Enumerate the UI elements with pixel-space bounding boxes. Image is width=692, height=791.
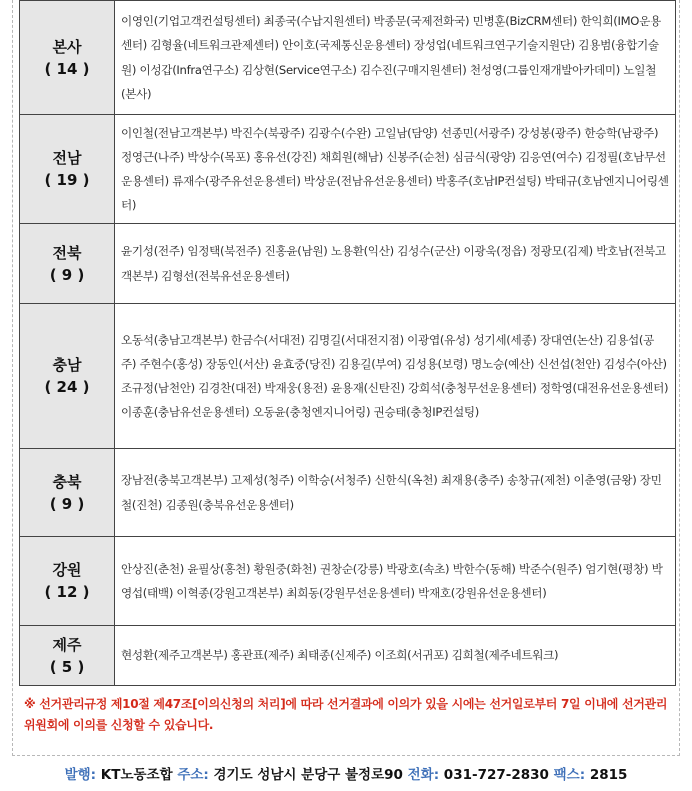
- candidate-roster-table: [19, 0, 676, 686]
- region-cell: [20, 1, 115, 115]
- member-list: 현성환(제주고객본부) 홍관표(제주) 최태종(신제주) 이조희(서귀포) 김희철(제주네트워크): [115, 626, 676, 686]
- objection-notice: ※ 선거관리규정 제10절 제47조[이의신청의 처리]에 따라 선거결과에 이의가 있을 시에는 선거일로부터 7일 이내에 선거관리위원회에 이의를 신청할 수 있습니다.: [24, 697, 668, 732]
- region-name: 충남: [52, 356, 82, 374]
- region-name: 제주: [52, 635, 82, 654]
- region-cell: [20, 537, 115, 626]
- address-label: 주소:: [177, 767, 209, 783]
- region-cell: [20, 449, 115, 537]
- phone-label: 전화:: [407, 767, 440, 783]
- region-count: ( 14 ): [44, 59, 90, 78]
- table-row: [20, 537, 676, 626]
- fax-label: 팩스:: [553, 767, 586, 783]
- publisher-value: KT노동조합: [100, 767, 173, 783]
- region-count: ( 5 ): [49, 657, 85, 676]
- table-row: [20, 115, 676, 224]
- phone-value: 031-727-2830: [443, 767, 549, 783]
- table-row: [20, 449, 676, 537]
- region-count: ( 19 ): [44, 171, 90, 189]
- region-name: 전남: [52, 149, 82, 167]
- table-row: [20, 626, 676, 686]
- member-list: 장남전(충북고객본부) 고제성(청주) 이학승(서청주) 신한식(옥천) 최재용(충주) 송창규(제천) 이춘영(금왕) 장민철(진천) 김종원(충북유선운용센터): [115, 449, 676, 537]
- region-name: 본사: [52, 37, 82, 56]
- region-count: ( 9 ): [49, 494, 85, 513]
- table-row: [20, 224, 676, 304]
- region-cell: [20, 224, 115, 304]
- region-cell: [20, 115, 115, 224]
- fax-value: 2815: [589, 767, 628, 783]
- member-list: 이영인(기업고객컨설팅센터) 최종국(수납지원센터) 박종문(국제전화국) 민병훈(BizCRM센터) 한익희(IMO운용센터) 김형율(네트워크관제센터) 안이호(국제통신운용센터) 장성업(네트워크연구기술지원단) 김용범(융합기술원) 이성갑(Infra연구소) 김상현(Service연구소) 김수진(구매지원센터) 천성영(그룹인재개발아카데미) 노일철(본사): [115, 1, 676, 115]
- address-value: 경기도 성남시 분당구 불정로90: [213, 767, 403, 783]
- publisher-footer: [0, 763, 692, 783]
- member-list: 오동석(충남고객본부) 한금수(서대전) 김명길(서대전지점) 이광엽(유성) 성기세(세종) 장대연(논산) 김용섭(공주) 주현수(홍성) 장동인(서산) 윤효중(당진) 김용길(부여) 김성용(보령) 명노승(예산) 신선섭(천안) 김성수(아산) 조규정(남천안) 김경찬(대전) 박재웅(용전) 윤용재(신탄진) 강희석(충청무선운용센터) 정학영(대전유선운용센터) 이종훈(충남유선운용센터) 오동윤(충청엔지니어링) 권승태(충청IP컨설팅): [115, 304, 676, 449]
- member-list: 윤기성(전주) 임정택(북전주) 진홍윤(남원) 노용환(익산) 김성수(군산) 이광욱(정읍) 정광모(김제) 박호남(전북고객본부) 김형선(전북유선운용센터): [115, 224, 676, 304]
- member-list: 안상진(춘천) 윤필상(홍천) 황원중(화천) 권창순(강릉) 박광호(속초) 박한수(동해) 박준수(원주) 엄기현(평창) 박영섭(태백) 이혁종(강원고객본부) 최희동(강원무선운용센터) 박재호(강원유선운용센터): [115, 537, 676, 626]
- region-count: ( 12 ): [44, 583, 90, 601]
- publisher-label: 발행:: [64, 767, 97, 783]
- table-row: [20, 304, 676, 449]
- region-count: ( 9 ): [49, 265, 85, 284]
- table-row: [20, 1, 676, 115]
- region-name: 강원: [52, 561, 82, 579]
- region-name: 충북: [52, 472, 82, 491]
- region-cell: [20, 626, 115, 686]
- region-name: 전북: [52, 243, 82, 262]
- member-list: 이인철(전남고객본부) 박진수(북광주) 김광수(수완) 고일남(담양) 선종민(서광주) 강성봉(광주) 한승학(남광주) 정영근(나주) 박상수(목포) 홍유선(강진) 채희원(해남) 신봉주(순천) 심금식(광양) 김응연(여수) 김정필(호남무선운용센터) 류재수(광주유선운용센터) 박상운(전남유선운용센터) 박홍주(호남IP컨설팅) 박태규(호남엔지니어링센터): [115, 115, 676, 224]
- region-count: ( 24 ): [44, 378, 90, 396]
- region-cell: [20, 304, 115, 449]
